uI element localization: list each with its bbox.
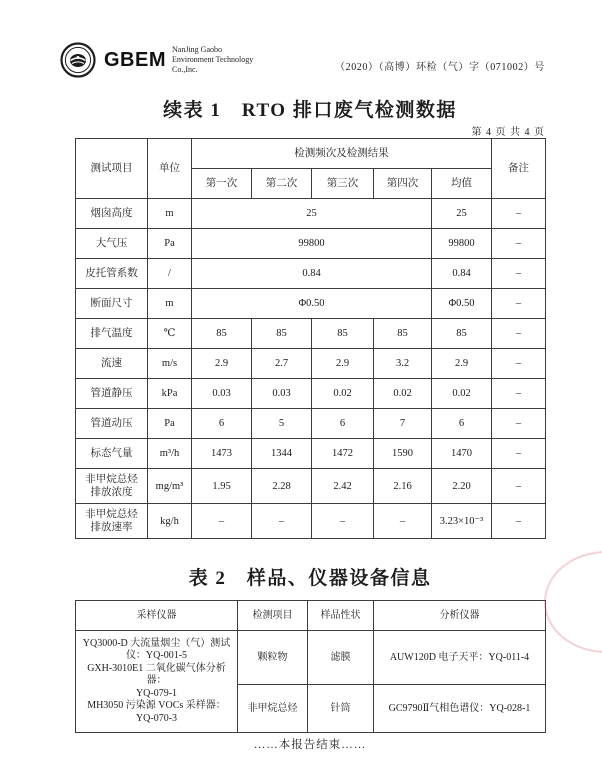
cell-unit: / <box>148 259 192 289</box>
cell-unit: m <box>148 199 192 229</box>
cell-item: 断面尺寸 <box>76 289 148 319</box>
cell-item: 标态气量 <box>76 439 148 469</box>
cell-merged-value: 99800 <box>192 229 432 259</box>
cell-sampling-instruments: YQ3000-D 大流量烟尘（气）测试 仪：YQ-001-5 GXH-3010E1 二氧化碳气体分析器： YQ-079-1 MH3050 污染源 VOCs 采样器： YQ-070-3 <box>76 631 238 733</box>
cell-run4: 3.2 <box>374 349 432 379</box>
col-header-sample-character: 样品性状 <box>308 601 374 631</box>
page-marker: 第 4 页 共 4 页 <box>471 127 545 138</box>
cell-unit: mg/m³ <box>148 469 192 504</box>
cell-merged-value: 25 <box>192 199 432 229</box>
cell-remark: – <box>492 199 546 229</box>
cell-run1: 85 <box>192 319 252 349</box>
cell-unit: m/s <box>148 349 192 379</box>
table-row <box>76 504 546 539</box>
letterhead <box>60 42 562 86</box>
cell-run1: 1.95 <box>192 469 252 504</box>
cell-character: 滤膜 <box>308 631 374 685</box>
cell-run1: 1473 <box>192 439 252 469</box>
cell-run4: 2.16 <box>374 469 432 504</box>
cell-run4: 7 <box>374 409 432 439</box>
cell-run3: 0.02 <box>312 379 374 409</box>
col-header-test-item: 测试项目 <box>76 139 148 199</box>
cell-run3: 6 <box>312 409 374 439</box>
cell-unit: m <box>148 289 192 319</box>
cell-run2: 0.03 <box>252 379 312 409</box>
cell-run2: 1344 <box>252 439 312 469</box>
cell-run4: 1590 <box>374 439 432 469</box>
cell-project: 非甲烷总烃 <box>238 685 308 733</box>
cell-mean: 0.84 <box>432 259 492 289</box>
cell-item: 流速 <box>76 349 148 379</box>
col-header-frequency-results: 检测频次及检测结果 <box>192 139 492 169</box>
cell-remark: – <box>492 439 546 469</box>
cell-run3: 1472 <box>312 439 374 469</box>
cell-analyzer: GC9790Ⅱ气相色谱仪：YQ-028-1 <box>374 685 546 733</box>
col-header-run4: 第四次 <box>374 169 432 199</box>
cell-remark: – <box>492 289 546 319</box>
table2-title: 表 2 样品、仪器设备信息 <box>188 568 432 589</box>
col-header-sampling-instrument: 采样仪器 <box>76 601 238 631</box>
company-name-line3: Co.,Inc. <box>172 65 198 74</box>
cell-project: 颗粒物 <box>238 631 308 685</box>
cell-mean: 99800 <box>432 229 492 259</box>
cell-run3: 2.9 <box>312 349 374 379</box>
table-row <box>76 379 546 409</box>
cell-item: 排气温度 <box>76 319 148 349</box>
table1-title: 续表 1 RTO 排口废气检测数据 <box>163 100 457 121</box>
cell-character: 针筒 <box>308 685 374 733</box>
cell-run1: 6 <box>192 409 252 439</box>
company-logo <box>60 42 166 78</box>
cell-item: 非甲烷总烃 排放速率 <box>76 504 148 539</box>
cell-mean: 0.02 <box>432 379 492 409</box>
rto-outlet-measurement-table <box>75 138 546 539</box>
cell-run3: 2.42 <box>312 469 374 504</box>
col-header-unit: 单位 <box>148 139 192 199</box>
col-header-run2: 第二次 <box>252 169 312 199</box>
table-row <box>76 439 546 469</box>
table-row <box>76 229 546 259</box>
logo-text: GBEM <box>104 48 166 71</box>
col-header-run3: 第三次 <box>312 169 374 199</box>
table-row <box>76 259 546 289</box>
cell-merged-value: Φ0.50 <box>192 289 432 319</box>
cell-run2: 5 <box>252 409 312 439</box>
cell-unit: Pa <box>148 229 192 259</box>
cell-merged-value: 0.84 <box>192 259 432 289</box>
cell-remark: – <box>492 259 546 289</box>
cell-unit: Pa <box>148 409 192 439</box>
cell-item: 管道动压 <box>76 409 148 439</box>
cell-run3: – <box>312 504 374 539</box>
cell-run4: – <box>374 504 432 539</box>
table-row <box>76 631 546 685</box>
gbem-emblem-icon <box>60 42 96 78</box>
col-header-test-project: 检测项目 <box>238 601 308 631</box>
col-header-remark: 备注 <box>492 139 546 199</box>
table-row <box>76 409 546 439</box>
table-row <box>76 289 546 319</box>
cell-run3: 85 <box>312 319 374 349</box>
cell-item: 烟囱高度 <box>76 199 148 229</box>
col-header-run1: 第一次 <box>192 169 252 199</box>
company-name <box>172 45 253 75</box>
cell-mean: 2.20 <box>432 469 492 504</box>
cell-item: 非甲烷总烃 排放浓度 <box>76 469 148 504</box>
cell-analyzer: AUW120D 电子天平：YQ-011-4 <box>374 631 546 685</box>
cell-run1: 2.9 <box>192 349 252 379</box>
cell-mean: 1470 <box>432 439 492 469</box>
col-header-analysis-instrument: 分析仪器 <box>374 601 546 631</box>
cell-run1: – <box>192 504 252 539</box>
cell-remark: – <box>492 409 546 439</box>
cell-run2: 2.7 <box>252 349 312 379</box>
cell-item: 皮托管系数 <box>76 259 148 289</box>
company-name-line2: Environment Technology <box>172 55 254 64</box>
cell-remark: – <box>492 229 546 259</box>
cell-run1: 0.03 <box>192 379 252 409</box>
stamp-edge-artifact <box>544 551 602 653</box>
cell-run2: 85 <box>252 319 312 349</box>
cell-unit: m³/h <box>148 439 192 469</box>
table-row <box>76 349 546 379</box>
report-reference-number: （2020）（高博）环检（气）字（071002）号 <box>335 62 545 73</box>
table-row <box>76 319 546 349</box>
col-header-mean: 均值 <box>432 169 492 199</box>
cell-mean: 6 <box>432 409 492 439</box>
company-name-line1: NanJing Gaobo <box>172 45 222 54</box>
sample-instrument-table <box>75 600 546 733</box>
cell-remark: – <box>492 379 546 409</box>
cell-remark: – <box>492 349 546 379</box>
report-end-text: ……本报告结束…… <box>253 739 367 751</box>
cell-item: 大气压 <box>76 229 148 259</box>
cell-mean: 3.23×10⁻³ <box>432 504 492 539</box>
cell-run4: 0.02 <box>374 379 432 409</box>
cell-item: 管道静压 <box>76 379 148 409</box>
cell-run2: 2.28 <box>252 469 312 504</box>
cell-unit: kg/h <box>148 504 192 539</box>
cell-mean: 85 <box>432 319 492 349</box>
cell-mean: 25 <box>432 199 492 229</box>
cell-unit: kPa <box>148 379 192 409</box>
cell-remark: – <box>492 319 546 349</box>
cell-run4: 85 <box>374 319 432 349</box>
cell-unit: ℃ <box>148 319 192 349</box>
cell-mean: Φ0.50 <box>432 289 492 319</box>
cell-remark: – <box>492 504 546 539</box>
table-row <box>76 469 546 504</box>
cell-remark: – <box>492 469 546 504</box>
cell-mean: 2.9 <box>432 349 492 379</box>
table-row <box>76 199 546 229</box>
cell-run2: – <box>252 504 312 539</box>
